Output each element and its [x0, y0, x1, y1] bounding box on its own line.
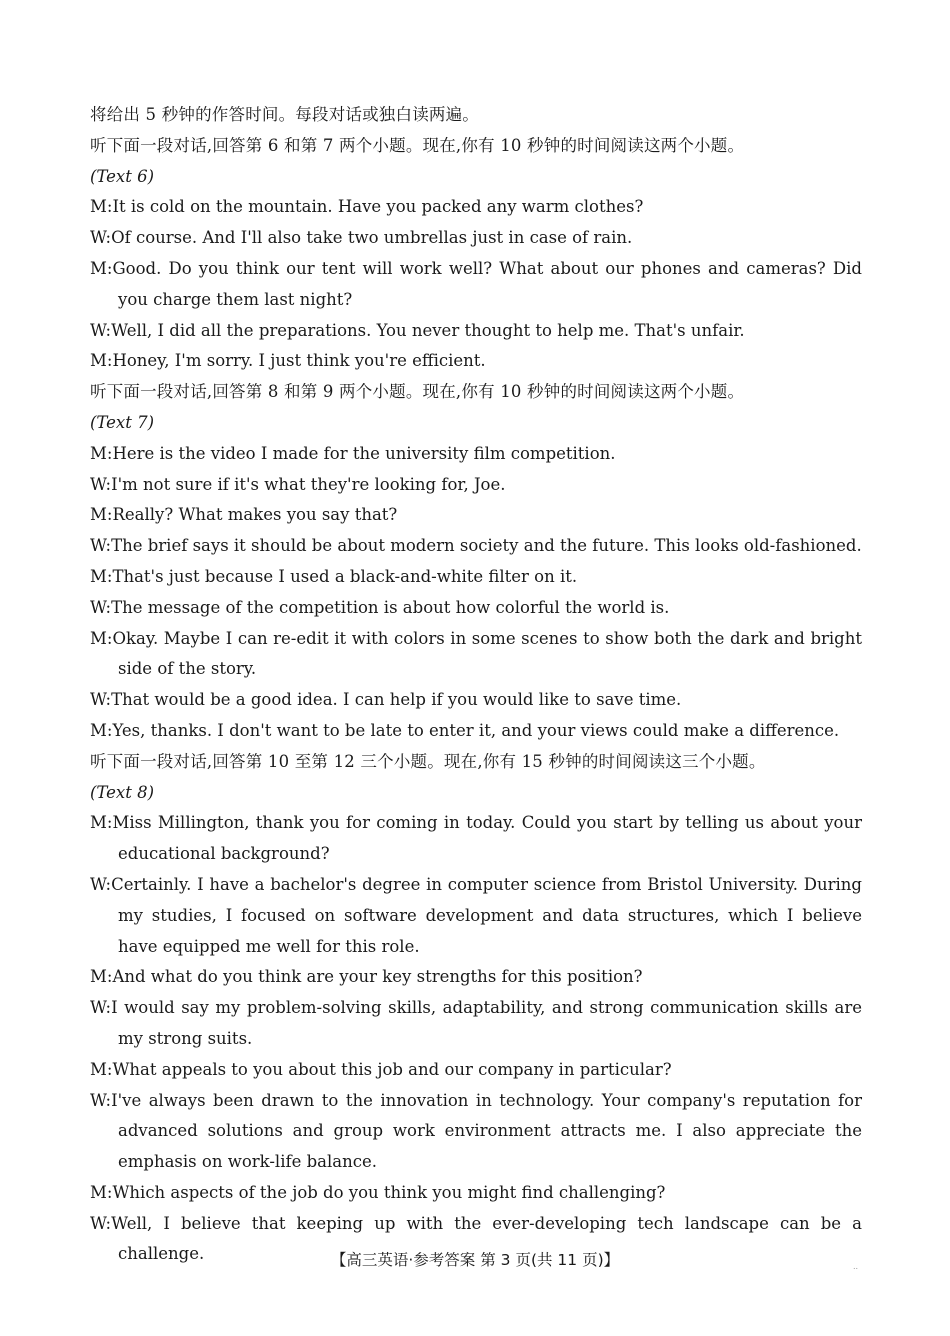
instruction-line: 听下面一段对话,回答第 6 和第 7 两个小题。现在,你有 10 秒钟的时间阅读这两个小题。: [90, 135, 745, 155]
dialogue-line: M:What appeals to you about this job and our company in particular?: [90, 1059, 672, 1079]
dialogue-line: M:Honey, I'm sorry. I just think you're efficient.: [90, 351, 486, 371]
text-label: (Text 7): [90, 412, 155, 432]
instruction-line: 将给出 5 秒钟的作答时间。每段对话或独白读两遍。: [90, 105, 479, 124]
dialogue-line: M:Okay. Maybe I can re-edit it with colors in some scenes to show both the dark and bright side of the story.: [90, 628, 862, 679]
dialogue-line: W:That would be a good idea. I can help if you would like to save time.: [90, 690, 682, 710]
corner-mark: ..: [853, 1262, 859, 1271]
dialogue-line: M:And what do you think are your key strengths for this position?: [90, 967, 643, 987]
text-label: (Text 6): [90, 166, 155, 186]
dialogue-line: W:I would say my problem-solving skills, adaptability, and strong communication skills are my strong suits.: [90, 998, 862, 1048]
instruction-line: 听下面一段对话,回答第 10 至第 12 三个小题。现在,你有 15 秒钟的时间阅读这三个小题。: [90, 751, 766, 771]
dialogue-line: M:Miss Millington, thank you for coming in today. Could you start by telling us about your educational background?: [90, 813, 862, 864]
dialogue-line: M:It is cold on the mountain. Have you packed any warm clothes?: [90, 197, 644, 217]
text-label: (Text 8): [90, 782, 155, 802]
dialogue-line: M:Which aspects of the job do you think you might find challenging?: [90, 1182, 666, 1202]
dialogue-line: W:I'm not sure if it's what they're looking for, Joe.: [90, 474, 506, 494]
instruction-line: 听下面一段对话,回答第 8 和第 9 两个小题。现在,你有 10 秒钟的时间阅读这两个小题。: [90, 382, 745, 402]
dialogue-line: W:Certainly. I have a bachelor's degree in computer science from Bristol University. During my studies, I focused on software development and data structures, which I believe have equipped me well for this role.: [90, 874, 862, 956]
dialogue-line: M:Yes, thanks. I don't want to be late to enter it, and your views could make a difference.: [90, 720, 840, 740]
dialogue-line: W:The brief says it should be about modern society and the future. This looks old-fashioned.: [90, 536, 862, 556]
dialogue-line: M:Here is the video I made for the university film competition.: [90, 443, 616, 463]
dialogue-line: W:The message of the competition is about how colorful the world is.: [90, 597, 670, 617]
dialogue-line: W:Well, I did all the preparations. You never thought to help me. That's unfair.: [90, 320, 745, 340]
dialogue-line: W:I've always been drawn to the innovation in technology. Your company's reputation for advanced solutions and group work environment attracts me. I also appreciate the emphasis on work-life balance.: [90, 1090, 862, 1172]
document-body: [90, 100, 862, 1270]
dialogue-line: M:Really? What makes you say that?: [90, 505, 398, 525]
dialogue-line: W:Well, I believe that keeping up with the ever-developing tech landscape can be a challenge.: [90, 1213, 862, 1264]
page-footer: 【高三英语·参考答案 第 3 页(共 11 页)】: [330, 1251, 620, 1269]
dialogue-line: W:Of course. And I'll also take two umbrellas just in case of rain.: [90, 228, 633, 248]
dialogue-line: M:That's just because I used a black-and-white filter on it.: [90, 566, 578, 586]
dialogue-line: M:Good. Do you think our tent will work well? What about our phones and cameras? Did you charge them last night?: [90, 258, 862, 309]
